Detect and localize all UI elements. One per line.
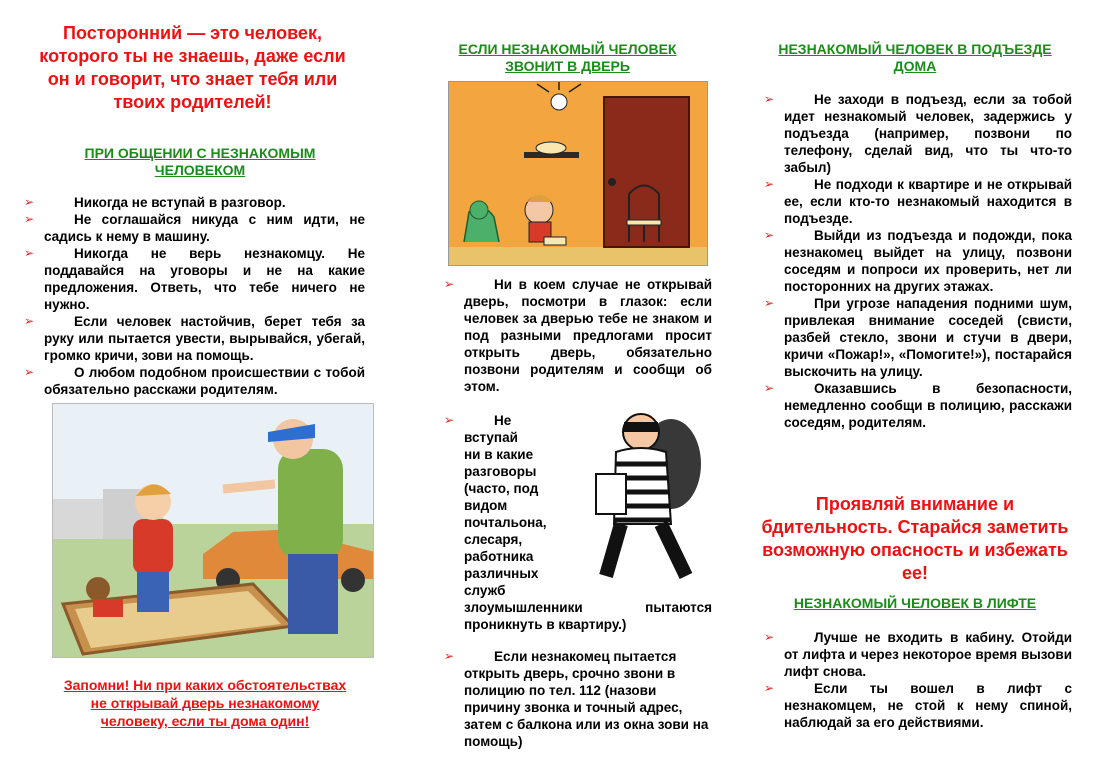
column-middle (440, 0, 720, 780)
list-item: ➢ Не соглашайся никуда с ним идти, не садись к нему в машину. (24, 212, 365, 244)
list-item: ➢ Никогда не верь незнакомцу. Не поддавайся на уговоры и не на какие предложения. Ответь, что тебе ничего не нужно. (24, 246, 365, 312)
list-item: ➢ Лучше не входить в кабину. Отойди от лифта и через некоторое время вызови лифт снова. (764, 630, 1072, 679)
doorbell-item-peephole: ➢ Ни в коем случае не открывай дверь, посмотри в глазок: если человек за дверью тебе не знаком и под разными предлогами просит открыть дверь, обязательно позвони родителям и сообщи об этом. (444, 277, 712, 394)
arrow-bullet-icon: ➢ (24, 314, 35, 328)
arrow-bullet-icon: ➢ (764, 296, 775, 310)
arrow-bullet-icon: ➢ (764, 177, 775, 191)
list-item: ➢ Никогда не вступай в разговор. (24, 195, 286, 210)
doorbell-item-no-talk: ➢ Не вступай ни в какие разговоры (часто, под видом почтальона, слесаря, работника различных служб (444, 413, 547, 598)
arrow-bullet-icon: ➢ (444, 649, 455, 663)
rules-list (20, 194, 365, 398)
arrow-bullet-icon: ➢ (764, 92, 775, 106)
section-heading-stranger-contact: ПРИ ОБЩЕНИИ С НЕЗНАКОМЫМ ЧЕЛОВЕКОМ (84, 145, 316, 178)
list-item: ➢ Если человек настойчив, берет тебя за руку или пытается увести, вырывайся, убегай, громко кричи, зови на помощь. (24, 314, 365, 363)
entrance-rules-list (760, 91, 1072, 431)
list-item: ➢ Если ты вошел в лифт с незнакомцем, не стой к нему спиной, наблюдай за его действиями. (764, 681, 1072, 730)
section-heading-entrance: НЕЗНАКОМЫЙ ЧЕЛОВЕК В ПОДЪЕЗДЕ ДОМА (778, 41, 1052, 74)
elevator-rules-list (760, 629, 1072, 731)
section-heading-doorbell: ЕСЛИ НЕЗНАКОМЫЙ ЧЕЛОВЕК ЗВОНИТ В ДВЕРЬ (458, 41, 677, 74)
list-item: ➢ Не подходи к квартире и не открывай ее, если кто-то незнакомый находится в подъезде. (764, 177, 1072, 226)
footer-warning: Запомни! Ни при каких обстоятельствах не открывай дверь незнакомому человеку, если ты дома один! (63, 677, 347, 729)
arrow-bullet-icon: ➢ (444, 413, 455, 427)
doorbell-item-call-police: ➢ Если незнакомец пытается открыть дверь, срочно звони в полицию по тел. 112 (назови причину звонка и точный адрес, затем с балкона или из окна зови на помощь) (444, 649, 709, 749)
arrow-bullet-icon: ➢ (24, 212, 35, 226)
column-right (760, 0, 1075, 780)
arrow-bullet-icon: ➢ (24, 195, 35, 209)
burglar-illustration (576, 404, 716, 584)
door-illustration (448, 81, 708, 266)
section-heading-elevator: НЕЗНАКОМЫЙ ЧЕЛОВЕК В ЛИФТЕ (793, 595, 1037, 611)
list-item: ➢ Выйди из подъезда и подожди, пока незнакомец выйдет на улицу, позвони соседям и попроси их проверить, нет ли посторонних на других этажах. (764, 228, 1072, 294)
vigilance-slogan: Проявляй внимание и бдительность. Старайся заметить возможную опасность и избежать ее! (761, 494, 1069, 583)
list-item: ➢ О любом подобном происшествии с тобой обязательно расскажи родителям. (24, 365, 365, 397)
list-item: ➢ Оказавшись в безопасности, немедленно сообщи в полицию, расскажи соседям, родителям. (764, 381, 1072, 430)
list-item: ➢ При угрозе нападения подними шум, привлекая внимание соседей (свисти, разбей стекло, звони и стучи в двери, кричи «Пожар!», «Помогите!»), постарайся выскочить на улицу. (764, 296, 1072, 379)
arrow-bullet-icon: ➢ (764, 630, 775, 644)
column-left (20, 0, 365, 780)
stranger-with-child-illustration (52, 403, 374, 658)
arrow-bullet-icon: ➢ (24, 365, 35, 379)
arrow-bullet-icon: ➢ (444, 277, 455, 291)
arrow-bullet-icon: ➢ (24, 246, 35, 260)
list-item: ➢ Не заходи в подъезд, если за тобой идет незнакомый человек, задержись у подъезда (например, позвони по телефону, сделай вид, что ты что-то забыл) (764, 92, 1072, 175)
arrow-bullet-icon: ➢ (764, 381, 775, 395)
doorbell-item-no-talk-tail: злоумышленники пытаются проникнуть в квартиру.) (464, 600, 712, 632)
arrow-bullet-icon: ➢ (764, 228, 775, 242)
arrow-bullet-icon: ➢ (764, 681, 775, 695)
page-title: Посторонний — это человек, которого ты не знаешь, даже если он и говорит, что знает тебя или твоих родителей! (39, 23, 346, 112)
